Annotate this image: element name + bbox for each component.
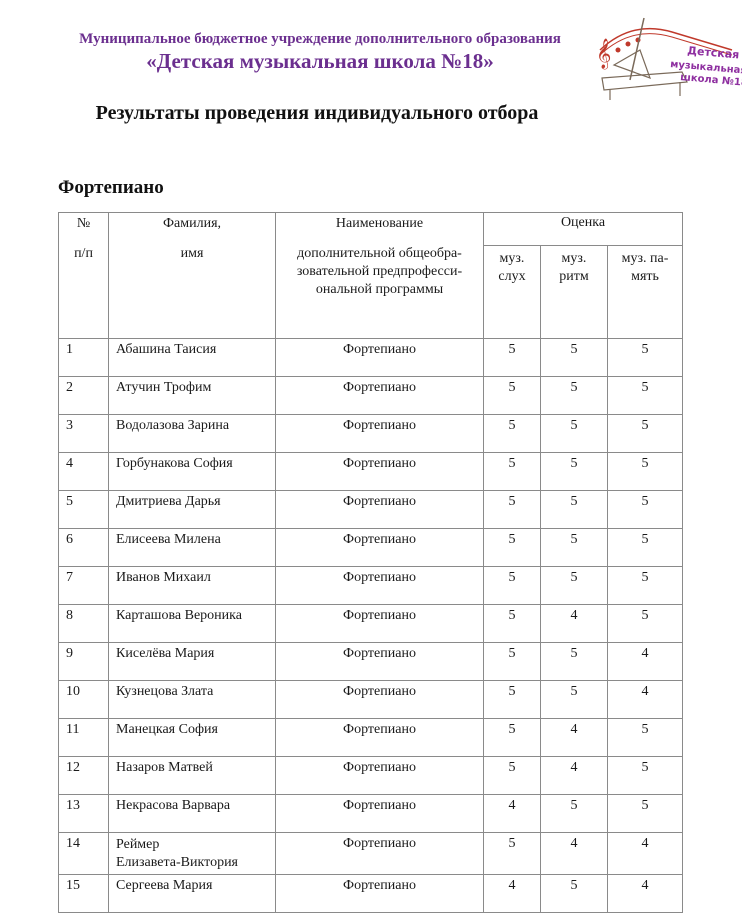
table-row: 4 Горбунакова София Фортепиано 5 5 5 (59, 453, 683, 491)
table-row: 1 Абашина Таисия Фортепиано 5 5 5 (59, 339, 683, 377)
school-logo (592, 10, 742, 102)
school-name: «Детская музыкальная школа №18» (146, 49, 494, 73)
table-row: 15 Сергеева Мария Фортепиано 4 5 4 (59, 875, 683, 913)
header-score-group: Оценка (484, 213, 683, 246)
table-row: 9 Киселёва Мария Фортепиано 5 5 4 (59, 643, 683, 681)
table-row: 6 Елисеева Милена Фортепиано 5 5 5 (59, 529, 683, 567)
svg-text:𝄞: 𝄞 (596, 39, 612, 68)
header-memory: муз. па- мять (608, 246, 683, 339)
table-row: 11 Манецкая София Фортепиано 5 4 5 (59, 719, 683, 757)
table-row: 3 Водолазова Зарина Фортепиано 5 5 5 (59, 415, 683, 453)
table-row: 10 Кузнецова Злата Фортепиано 5 5 4 (59, 681, 683, 719)
table-row: 12 Назаров Матвей Фортепиано 5 4 5 (59, 757, 683, 795)
header-program: Наименование дополнительной общеобра- зовательной предпрофесси- ональной программы (276, 213, 484, 339)
results-table (58, 212, 683, 913)
piano-balalaika-logo-icon (592, 10, 742, 102)
section-heading: Фортепиано (58, 177, 164, 198)
table-row: 14 Реймер Елизавета-Виктория Фортепиано 5 4 4 (59, 833, 683, 875)
header-rhythm: муз. ритм (541, 246, 608, 339)
table-row: 8 Карташова Вероника Фортепиано 5 4 5 (59, 605, 683, 643)
svg-text:музыкальная: музыкальная (669, 59, 742, 77)
table-row: 7 Иванов Михаил Фортепиано 5 5 5 (59, 567, 683, 605)
header-num: № п/п (59, 213, 109, 339)
table-row: 5 Дмитриева Дарья Фортепиано 5 5 5 (59, 491, 683, 529)
table-row: 13 Некрасова Варвара Фортепиано 4 5 5 (59, 795, 683, 833)
table-row: 2 Атучин Трофим Фортепиано 5 5 5 (59, 377, 683, 415)
header-hearing: муз. слух (484, 246, 541, 339)
header-name: Фамилия, имя (109, 213, 276, 339)
svg-text:Детская: Детская (686, 44, 740, 62)
svg-text:школа №18: школа №18 (679, 72, 742, 89)
page-title: Результаты проведения индивидуального отбора (95, 102, 539, 124)
organization-name: Муниципальное бюджетное учреждение дополнительного образования (79, 31, 561, 47)
